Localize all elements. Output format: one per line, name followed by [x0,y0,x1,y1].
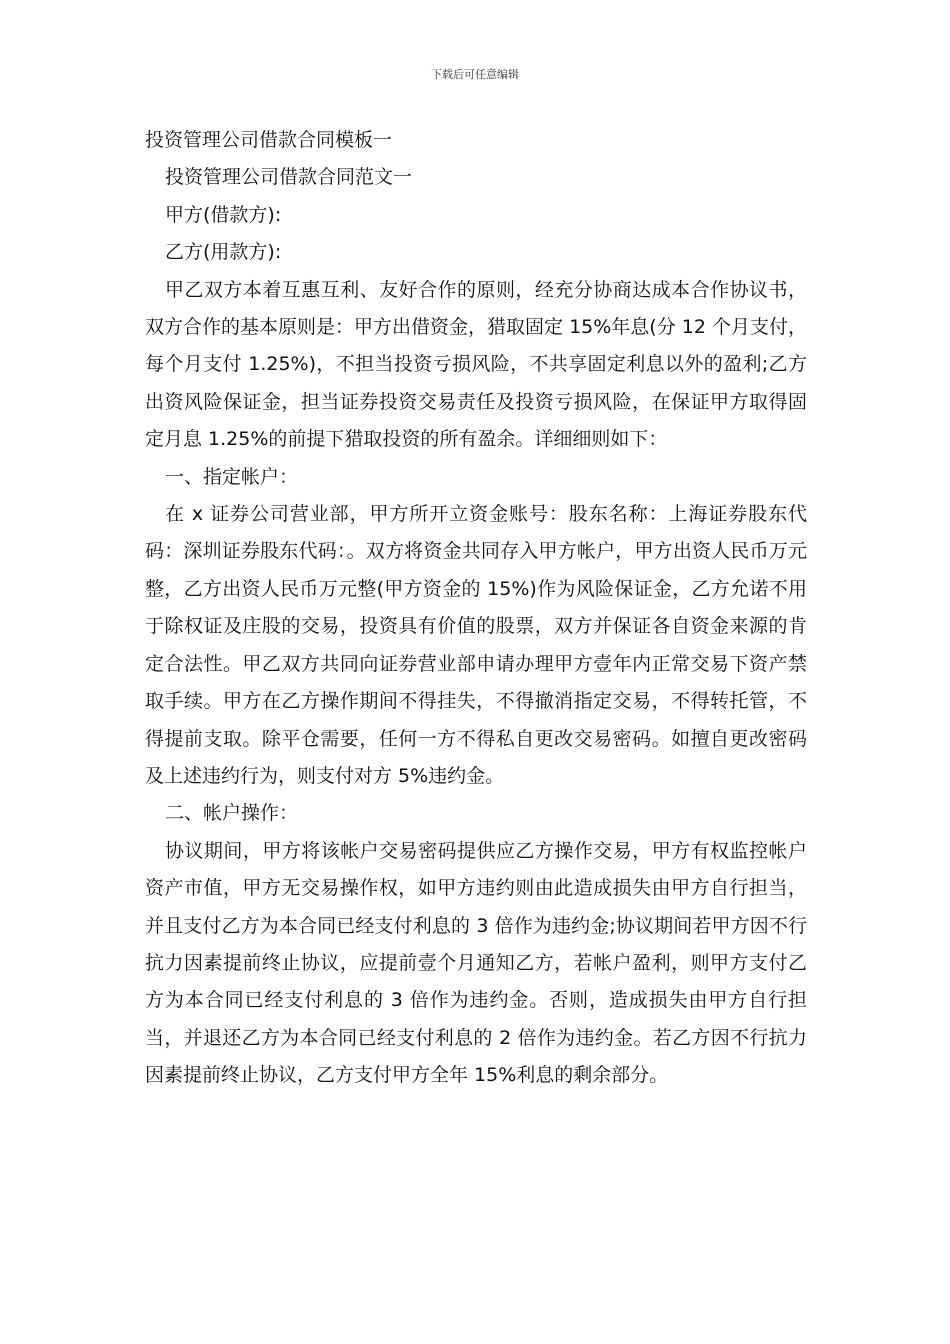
party-a-label: 甲方(借款方): [165,203,282,226]
document-subtitle: 投资管理公司借款合同范文一 [165,166,413,189]
document-title: 投资管理公司借款合同模板一 [145,129,393,151]
section2-heading: 二、帐户操作： [165,802,299,825]
section2-paragraph: 协议期间，甲方将该帐户交易密码提供应乙方操作交易，甲方有权监控帐户资产市值，甲方无交易操作权，如甲方违约则由此造成损失由甲方自行担当，并且支付乙方为本合同已经支付利息的 3 倍作为违约金;协议期间若甲方因不行抗力因素提前终止协议，应提前壹个月通知乙方，若帐户盈利，则甲方支付乙方为本合同已经支付利息的 3 倍作为违约金。否则，造成损失由甲方自行担当，并退还乙方为本合同已经支付利息的 2 倍作为违约金。若乙方因不行抗力因素提前终止协议，乙方支付甲方全年 15%利息的剩余部分。 [145,839,807,1087]
section1-paragraph: 在 x 证券公司营业部，甲方所开立资金账号：股东名称：上海证券股东代码：深圳证券股东代码：。双方将资金共同存入甲方帐户，甲方出资人民币万元整，乙方出资人民币万元整(甲方资金的 15%)作为风险保证金，乙方允诺不用于除权证及庄股的交易，投资具有价值的股票，双方并保证各自资金来源的肯定合法性。甲乙双方共同向证券营业部申请办理甲方壹年内正常交易下资产禁取手续。甲方在乙方操作期间不得挂失，不得撤消指定交易，不得转托管，不得提前支取。除平仓需要，任何一方不得私自更改交易密码。如擅自更改密码及上述违约行为，则支付对方 5%违约金。 [145,503,807,787]
header-note: 下载后可任意编辑 [431,68,519,81]
party-b-label: 乙方(用款方): [165,241,282,264]
document-body [145,122,807,1095]
section1-heading: 一、指定帐户： [165,465,299,488]
intro-paragraph: 甲乙双方本着互惠互利、友好合作的原则，经充分协商达成本合作协议书，双方合作的基本原则是：甲方出借资金，猎取固定 15%年息(分 12 个月支付，每个月支付 1.25%)，不担当投资亏损风险，不共享固定利息以外的盈利;乙方出资风险保证金，担当证券投资交易责任及投资亏损风险，在保证甲方取得固定月息 1.25%的前提下猎取投资的所有盈余。详细细则如下： [145,278,807,451]
